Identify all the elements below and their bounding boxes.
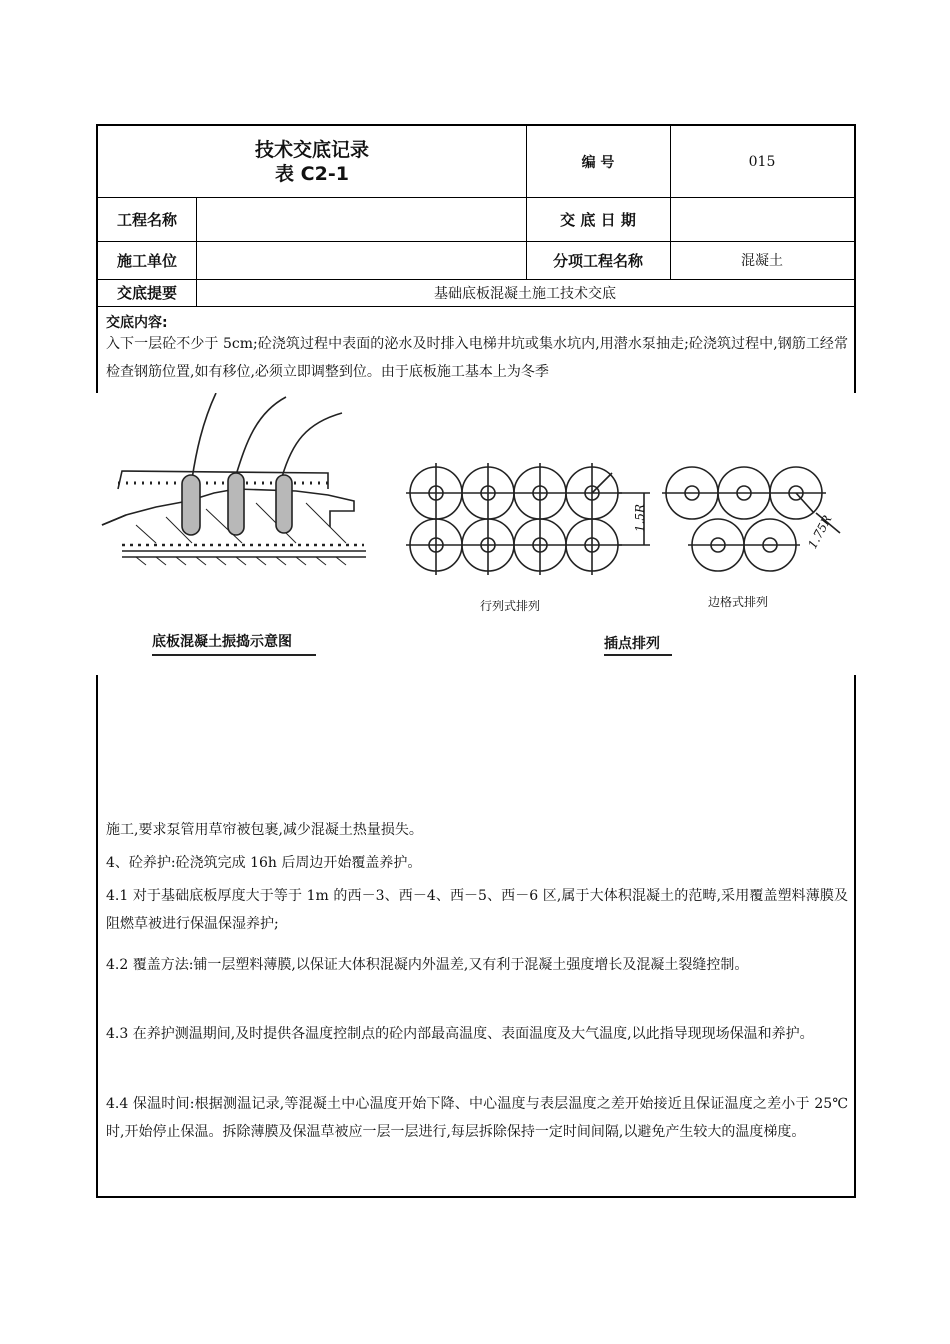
vibrator-rod	[228, 473, 244, 535]
slab-top-outline	[118, 471, 328, 489]
content-paragraph: 4.1 对于基础底板厚度大于等于 1m 的西－3、西－4、西－5、西－6 区,属于大体积混凝土的范畴,采用覆盖塑料薄膜及阻燃草被进行保温保湿养护;	[106, 888, 848, 932]
summary-label: 交底提要	[116, 284, 177, 302]
disclosure-date-value	[670, 197, 854, 241]
stagger-arrangement	[662, 467, 840, 571]
caption-right: 插点排列	[604, 636, 660, 652]
subproject-label: 分项工程名称	[552, 251, 643, 270]
form-title	[98, 126, 526, 197]
form-code: 表 C2-1	[275, 162, 349, 185]
construction-unit-label: 施工单位	[116, 251, 177, 270]
vibrator-rod	[276, 475, 292, 533]
content-paragraph: 4.2 覆盖方法:铺一层塑料薄膜,以保证大体积混凝内外温差,又有利于混凝土强度增长及混凝土裂缝控制。	[106, 957, 749, 973]
form-title-main: 技术交底记录	[254, 138, 369, 161]
vibrator-hose	[192, 393, 216, 479]
sub-caption-stagger: 边格式排列	[708, 595, 769, 609]
content-paragraph: 4.3 在养护测温期间,及时提供各温度控制点的砼内部最高温度、表面温度及大气温度,以此指导现现场保温和养护。	[106, 1026, 814, 1042]
content-paragraph-top: 入下一层砼不少于 5cm;砼浇筑过程中表面的泌水及时排入电梯井坑或集水坑内,用潜水泵抽走;砼浇筑过程中,钢筋工经常检查钢筋位置,如有移位,必须立即调整到位。由于底板施工基本上为冬季	[106, 336, 848, 380]
vibrator-hose	[236, 397, 286, 475]
content-paragraph: 4、砼养护:砼浇筑完成 16h 后周边开始覆盖养护。	[106, 855, 422, 871]
vibrator-rod	[182, 475, 200, 535]
dim-label-row: 1.5R	[633, 503, 648, 533]
vibrator-hose	[282, 413, 342, 477]
summary-value: 基础底板混凝土施工技术交底	[434, 285, 616, 302]
caption-left: 底板混凝土振捣示意图	[152, 634, 292, 650]
disclosure-date-label: 交 底 日 期	[560, 210, 636, 229]
content-paragraph: 4.4 保温时间:根据测温记录,等混凝土中心温度开始下降、中心温度与表层温度之差开始接近且保证温度之差小于 25℃时,开始停止保温。拆除薄膜及保温草被应一层一层进行,每层拆除保持一定时间间隔,以避免产生较大的温度梯度。	[106, 1096, 848, 1140]
number-value: 015	[748, 153, 776, 170]
sub-caption-row: 行列式排列	[480, 599, 541, 613]
dim-label-stagger: 1.75R	[805, 512, 835, 552]
subproject-value: 混凝土	[741, 253, 783, 269]
construction-unit-value	[196, 241, 526, 279]
row-divider	[98, 306, 854, 307]
content-paragraph: 施工,要求泵管用草帘被包裹,减少混凝土热量损失。	[106, 822, 423, 838]
project-name-value	[196, 197, 526, 241]
project-name-label: 工程名称	[116, 210, 177, 229]
row-arrangement	[406, 463, 650, 575]
vibration-figure	[96, 393, 870, 675]
number-label: 编 号	[581, 154, 615, 171]
content-label: 交底内容:	[106, 315, 168, 331]
